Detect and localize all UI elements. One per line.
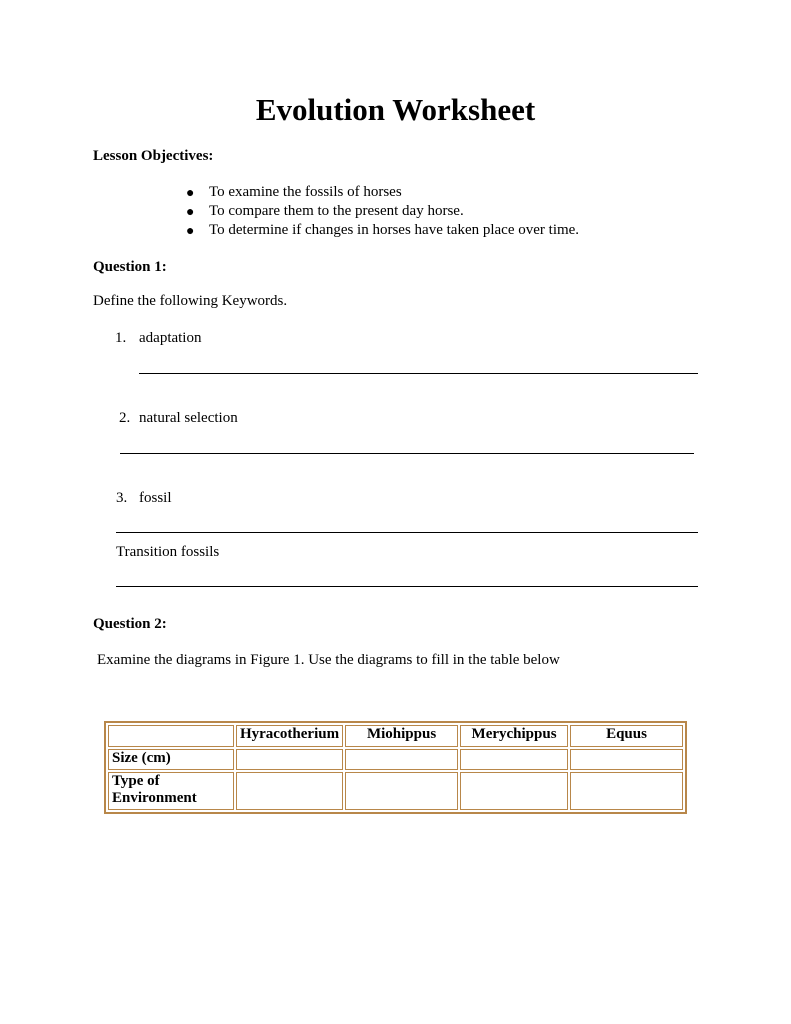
table-header-cell: Equus (570, 725, 683, 747)
objective-item: To determine if changes in horses have taken place over time. (209, 222, 580, 238)
answer-line[interactable] (116, 586, 698, 587)
table-cell[interactable] (460, 749, 568, 770)
table-header-cell: Hyracotherium (236, 725, 343, 747)
question1-heading: Question 1: (93, 259, 167, 275)
table-cell[interactable] (236, 749, 343, 770)
table-row (108, 749, 683, 770)
objective-item: To examine the fossils of horses (209, 184, 402, 200)
table-cell[interactable] (236, 772, 343, 810)
objective-item: To compare them to the present day horse. (209, 203, 464, 219)
table-header-cell (108, 725, 234, 747)
table-cell[interactable] (570, 772, 683, 810)
answer-line[interactable] (116, 532, 698, 533)
table-cell[interactable] (345, 772, 458, 810)
objectives-heading: Lesson Objectives: (93, 148, 214, 164)
question2-heading: Question 2: (93, 616, 167, 632)
question2-instruction: Examine the diagrams in Figure 1. Use the diagrams to fill in the table below (97, 652, 560, 668)
table-header-row (108, 725, 683, 747)
keyword-term: natural selection (139, 410, 238, 426)
table-row-label: Type of Environment (108, 772, 234, 810)
bullet-icon: ● (186, 224, 195, 239)
table-cell[interactable] (460, 772, 568, 810)
keyword-term: Transition fossils (116, 544, 220, 560)
table-header-cell: Miohippus (345, 725, 458, 747)
bullet-icon: ● (186, 186, 195, 201)
question1-instruction: Define the following Keywords. (93, 293, 288, 309)
keyword-term: fossil (139, 490, 172, 506)
keyword-number: 3. (116, 490, 128, 506)
answer-line[interactable] (120, 453, 694, 454)
table-cell[interactable] (345, 749, 458, 770)
horse-evolution-table (104, 721, 687, 814)
page-title: Evolution Worksheet (255, 92, 536, 127)
table-cell[interactable] (570, 749, 683, 770)
bullet-icon: ● (186, 205, 195, 220)
table-row (108, 772, 683, 810)
table-header-cell: Merychippus (460, 725, 568, 747)
answer-line[interactable] (139, 373, 698, 374)
table-row-label: Size (cm) (108, 749, 234, 770)
keyword-number: 2. (119, 410, 131, 426)
keyword-number: 1. (115, 330, 127, 346)
keyword-term: adaptation (139, 330, 202, 346)
